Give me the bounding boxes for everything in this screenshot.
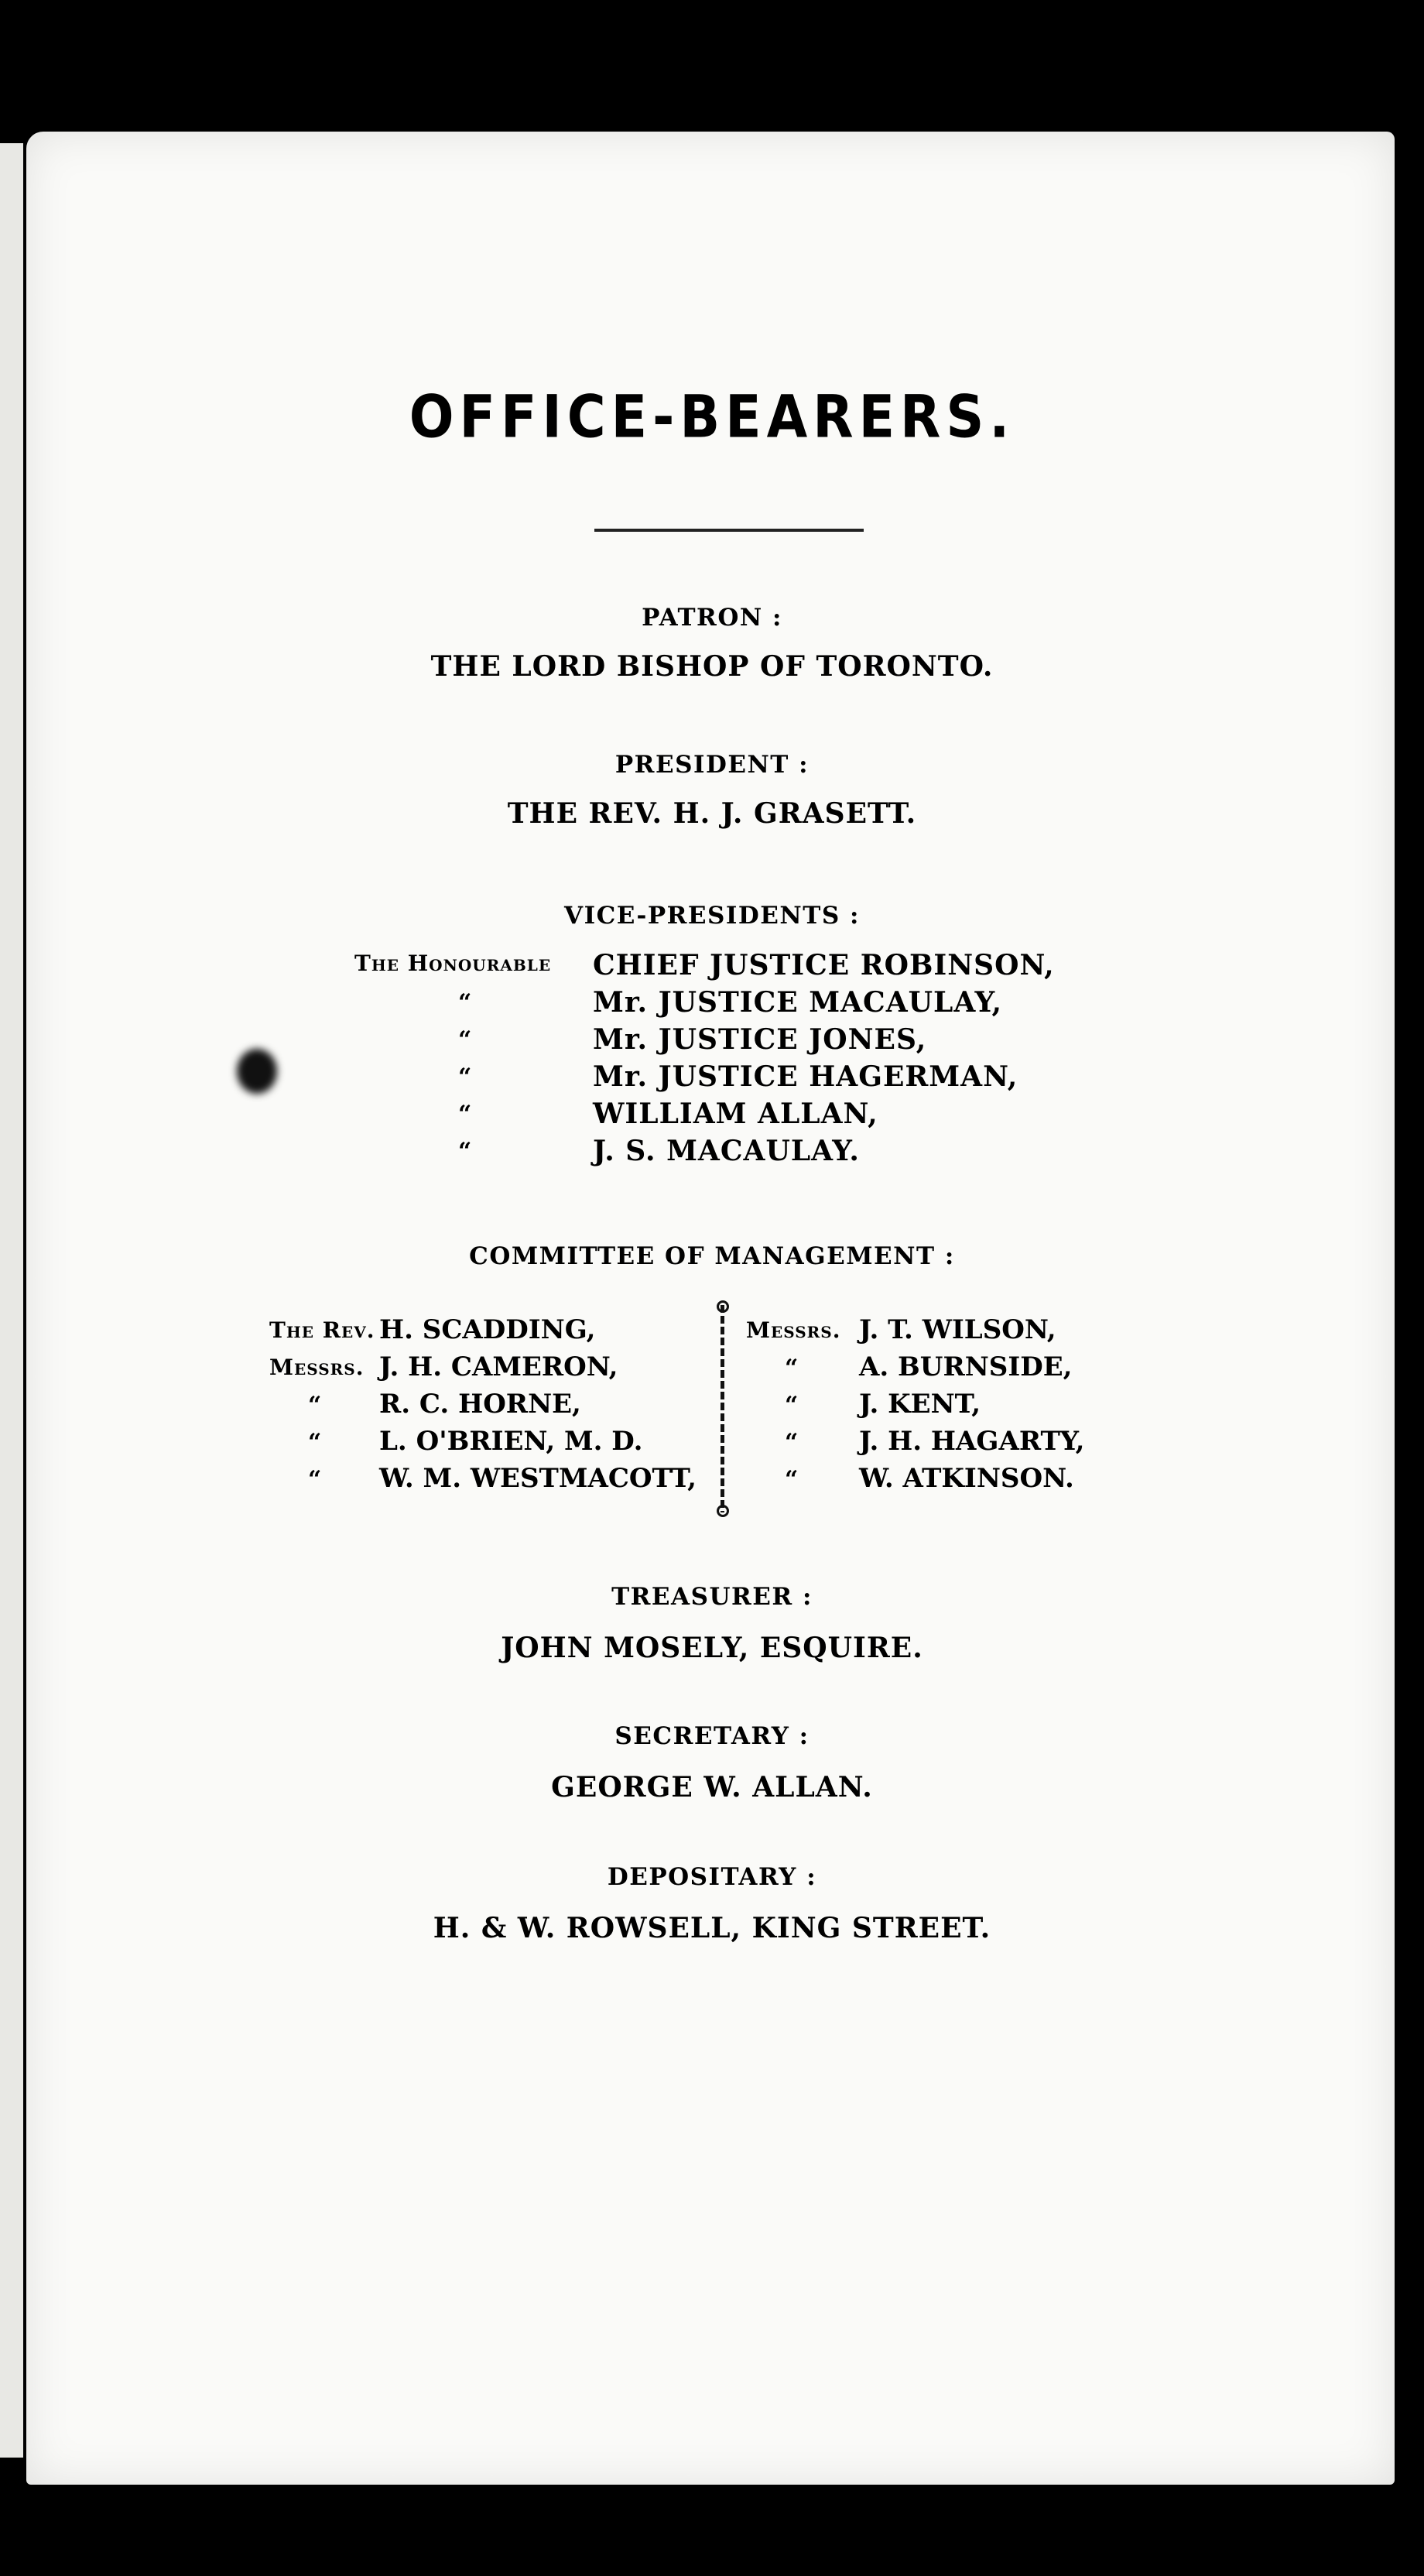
committee-member-right: J. KENT, xyxy=(859,1389,981,1420)
committee-member-right: J. T. WILSON, xyxy=(859,1314,1056,1345)
ditto-mark: “ xyxy=(458,1026,472,1053)
treasurer-name: JOHN MOSELY, ESQUIRE. xyxy=(501,1632,923,1664)
committee-member-left: L. O'BRIEN, M. D. xyxy=(379,1426,643,1457)
ditto-mark: “ xyxy=(458,1064,472,1091)
committee-member-left: H. SCADDING, xyxy=(379,1314,596,1345)
adjacent-page-edge xyxy=(0,143,23,2458)
president-label: PRESIDENT : xyxy=(614,751,810,779)
committee-messrs-prefix-left: Messrs. xyxy=(269,1355,365,1380)
ditto-mark: “ xyxy=(785,1392,799,1419)
committee-member-right: A. BURNSIDE, xyxy=(859,1351,1073,1382)
ditto-mark: “ xyxy=(458,1101,472,1128)
depositary-name: H. & W. ROWSELL, KING STREET. xyxy=(433,1912,991,1944)
page-title: OFFICE-BEARERS. xyxy=(409,383,1015,452)
book-page xyxy=(26,132,1395,2485)
committee-member-right: W. ATKINSON. xyxy=(859,1463,1074,1494)
ditto-mark: “ xyxy=(785,1466,799,1493)
honourable-prefix: The Honourable xyxy=(354,951,552,976)
patron-label: PATRON : xyxy=(642,604,782,632)
secretary-label: SECRETARY : xyxy=(614,1722,810,1750)
vice-president-name: WILLIAM ALLAN, xyxy=(593,1098,878,1130)
committee-member-left: J. H. CAMERON, xyxy=(379,1351,618,1382)
vice-president-name: J. S. MACAULAY. xyxy=(593,1135,860,1167)
committee-member-left: W. M. WESTMACOTT, xyxy=(379,1463,697,1494)
vice-president-name: CHIEF JUSTICE ROBINSON, xyxy=(593,949,1055,981)
ditto-mark: “ xyxy=(308,1392,322,1419)
ditto-mark: “ xyxy=(308,1466,322,1493)
vice-presidents-label: VICE-PRESIDENTS : xyxy=(564,902,860,930)
ditto-mark: “ xyxy=(458,989,472,1016)
committee-member-left: R. C. HORNE, xyxy=(379,1389,581,1420)
committee-label: COMMITTEE OF MANAGEMENT : xyxy=(469,1242,955,1270)
vice-president-name: Mr. JUSTICE MACAULAY, xyxy=(593,986,1003,1019)
committee-messrs-prefix-right: Messrs. xyxy=(746,1317,841,1343)
president-name: THE REV. H. J. GRASETT. xyxy=(507,797,917,830)
ditto-mark: “ xyxy=(458,1138,472,1165)
ditto-mark: “ xyxy=(785,1355,799,1382)
ditto-mark: “ xyxy=(308,1429,322,1456)
vice-president-name: Mr. JUSTICE HAGERMAN, xyxy=(593,1060,1018,1093)
vice-president-name: Mr. JUSTICE JONES, xyxy=(593,1023,927,1056)
committee-rev-prefix: The Rev. xyxy=(269,1317,375,1343)
depositary-label: DEPOSITARY : xyxy=(607,1863,817,1891)
committee-brace-divider xyxy=(713,1300,733,1517)
treasurer-label: TREASURER : xyxy=(611,1583,813,1611)
secretary-name: GEORGE W. ALLAN. xyxy=(551,1771,873,1804)
ditto-mark: “ xyxy=(785,1429,799,1456)
ink-blot xyxy=(237,1049,277,1094)
committee-member-right: J. H. HAGARTY, xyxy=(859,1426,1085,1457)
title-rule xyxy=(594,529,864,532)
patron-name: THE LORD BISHOP OF TORONTO. xyxy=(430,650,994,683)
